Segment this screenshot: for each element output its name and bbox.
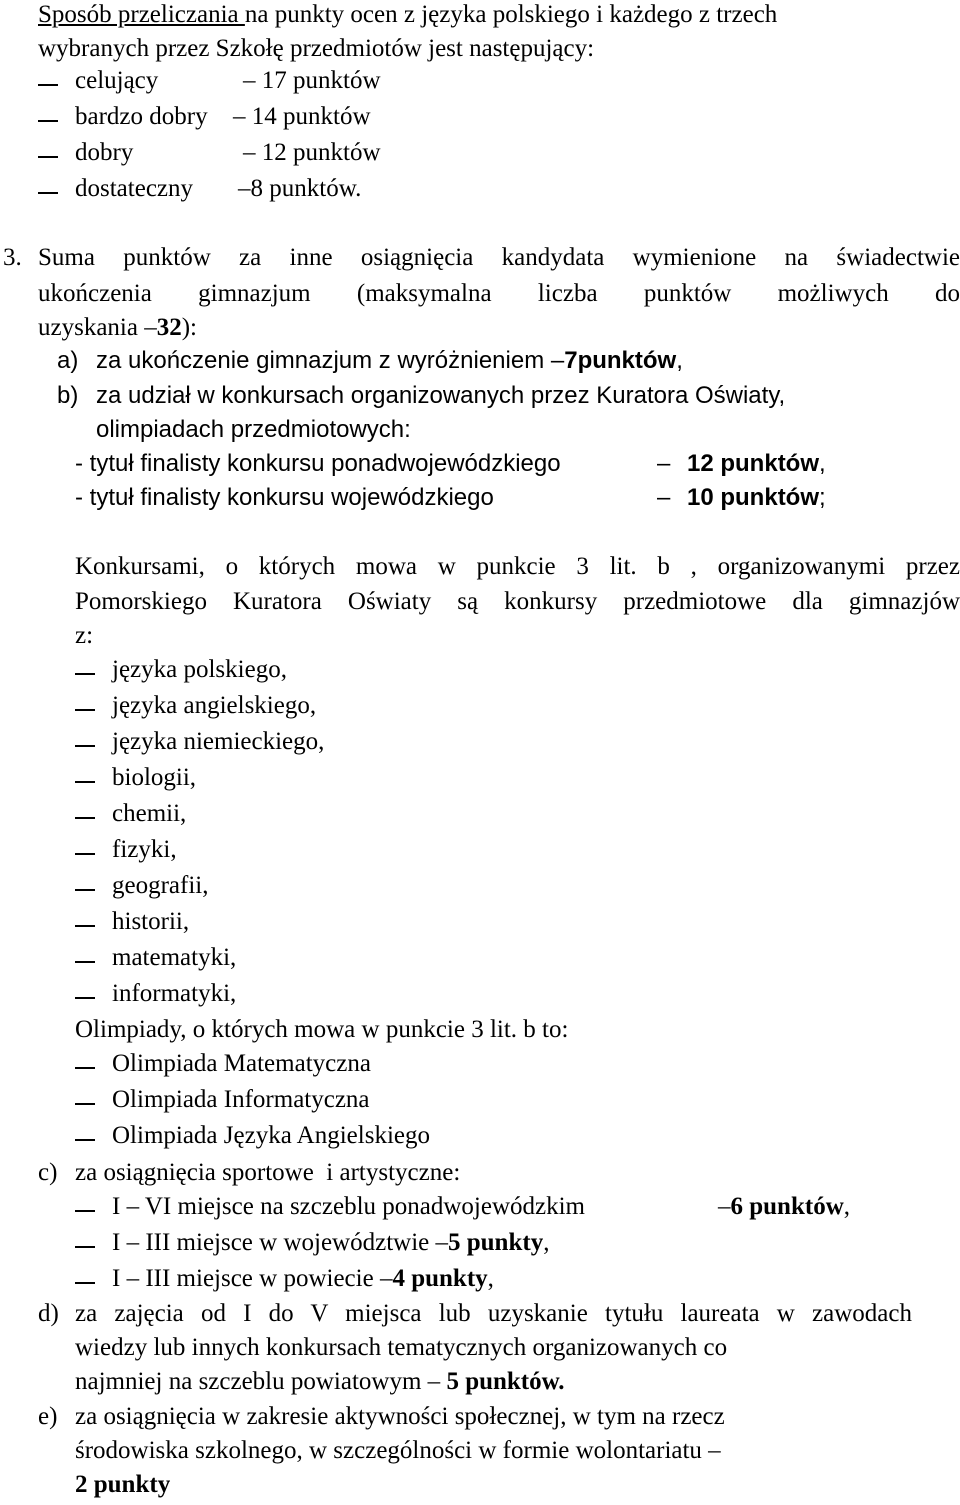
sports-item-desc: I – III miejsce w powiecie – <box>112 1265 393 1292</box>
bullet-dash-icon <box>75 709 95 711</box>
item-b-line-2: olimpiadach przedmiotowych: <box>96 416 411 443</box>
contests-line-2: Pomorskiego Kuratora Oświaty są konkursy przedmiotowe dla gimnazjów <box>75 588 960 615</box>
bullet-dash-icon <box>75 853 95 855</box>
bullet-dash-icon <box>75 1103 95 1105</box>
list-item: języka polskiego, <box>112 656 287 683</box>
intro-line-1 <box>38 0 777 30</box>
finalist-row-1-points <box>687 449 826 479</box>
bullet-dash-icon <box>38 120 58 122</box>
list-item: Olimpiada Informatyczna <box>112 1086 370 1113</box>
sports-item-end: , <box>487 1265 494 1292</box>
finalist-2-end: ; <box>819 484 826 511</box>
bullet-dash-icon <box>38 84 58 86</box>
item-a-points: 7punktów <box>564 347 677 374</box>
contests-line-1: Konkursami, o których mowa w punkcie 3 lit. b , organizowanymi przez <box>75 553 960 580</box>
sports-item-text <box>112 1264 494 1294</box>
item-e-line-1: za osiągnięcia w zakresie aktywności społecznej, w tym na rzecz <box>75 1403 725 1430</box>
intro-underlined-heading: Sposób przeliczania <box>38 1 245 28</box>
max-points: 32 <box>156 314 182 341</box>
finalist-1-end: , <box>819 450 826 477</box>
item-a-text <box>96 346 683 376</box>
grade-name: bardzo dobry <box>75 103 208 130</box>
bullet-dash-icon <box>75 1210 95 1212</box>
grade-name: dobry <box>75 139 134 166</box>
finalist-row-2-dash: – <box>657 484 671 511</box>
item-d-line-2: wiedzy lub innych konkursach tematycznych organizowanych co <box>75 1334 728 1361</box>
bullet-dash-icon <box>75 745 95 747</box>
bullet-dash-icon <box>75 1067 95 1069</box>
bullet-dash-icon <box>75 889 95 891</box>
finalist-row-1-text: - tytuł finalisty konkursu ponadwojewódzkiego <box>75 450 561 477</box>
section-3-line-1: Suma punktów za inne osiągnięcia kandydata wymienione na świadectwie <box>38 244 960 271</box>
list-item: geografii, <box>112 872 209 899</box>
bullet-dash-icon <box>75 817 95 819</box>
item-a-label: a) <box>57 347 79 374</box>
grade-name: celujący <box>75 67 159 94</box>
finalist-1-points: 12 punktów <box>687 450 820 477</box>
bullet-dash-icon <box>75 961 95 963</box>
olympiads-intro: Olimpiady, o których mowa w punkcie 3 lit. b to: <box>75 1016 569 1043</box>
intro-text: na punkty ocen z języka polskiego i każdego z trzech <box>244 1 778 28</box>
intro-line-2: wybranych przez Szkołę przedmiotów jest następujący: <box>38 35 595 62</box>
item-e-line-2: środowiska szkolnego, w szczególności w formie wolontariatu – <box>75 1437 721 1464</box>
grade-points: –8 punktów. <box>238 175 362 202</box>
contests-line-3: z: <box>75 622 94 649</box>
finalist-row-2-points <box>687 483 826 513</box>
grade-name: dostateczny <box>75 175 194 202</box>
grade-points: – 14 punktów <box>233 103 371 130</box>
list-item: Olimpiada Języka Angielskiego <box>112 1122 430 1149</box>
sports-points-value: 4 punkty <box>392 1265 488 1292</box>
item-e-line-3 <box>75 1470 170 1500</box>
section-3-text: uzyskania – <box>38 314 157 341</box>
bullet-dash-icon <box>75 781 95 783</box>
item-e-label: e) <box>38 1403 58 1430</box>
item-d-line-1: za zajęcia od I do V miejsca lub uzyskanie tytułu laureata w zawodach <box>75 1300 912 1327</box>
section-3-number: 3. <box>3 244 22 271</box>
list-item: historii, <box>112 908 190 935</box>
grade-points: – 12 punktów <box>243 139 381 166</box>
item-c-label: c) <box>38 1159 58 1186</box>
bullet-dash-icon <box>75 1139 95 1141</box>
sports-item-points <box>718 1192 850 1222</box>
sports-item-end: , <box>543 1229 550 1256</box>
item-a-end: , <box>676 347 683 374</box>
list-item: informatyki, <box>112 980 237 1007</box>
finalist-2-points: 10 punktów <box>687 484 820 511</box>
list-item: fizyki, <box>112 836 177 863</box>
sports-item-end: , <box>843 1193 850 1220</box>
bullet-dash-icon <box>38 192 58 194</box>
item-c-title: za osiągnięcia sportowe i artystyczne: <box>75 1159 461 1186</box>
item-d-points: 5 punktów. <box>446 1368 565 1395</box>
list-item: języka niemieckiego, <box>112 728 325 755</box>
section-3-text-end: ): <box>181 314 197 341</box>
bullet-dash-icon <box>38 156 58 158</box>
bullet-dash-icon <box>75 673 95 675</box>
bullet-dash-icon <box>75 997 95 999</box>
list-item: Olimpiada Matematyczna <box>112 1050 371 1077</box>
item-d-label: d) <box>38 1300 59 1327</box>
item-b-line-1: za udział w konkursach organizowanych przez Kuratora Oświaty, <box>96 382 786 409</box>
sports-points-value: 6 punktów <box>730 1193 844 1220</box>
grade-points: – 17 punktów <box>243 67 381 94</box>
bullet-dash-icon <box>75 925 95 927</box>
list-item: matematyki, <box>112 944 237 971</box>
finalist-row-2-text: - tytuł finalisty konkursu wojewódzkiego <box>75 484 494 511</box>
item-a-desc: za ukończenie gimnazjum z wyróżnieniem – <box>96 347 565 374</box>
list-item: biologii, <box>112 764 197 791</box>
finalist-row-1-dash: – <box>657 450 671 477</box>
sports-points-value: 5 punkty <box>448 1229 544 1256</box>
sports-item-sep: – <box>718 1193 731 1220</box>
item-e-points: 2 punkty <box>75 1471 171 1498</box>
section-3-line-3 <box>38 313 197 343</box>
sports-item-text <box>112 1228 549 1258</box>
section-3-line-2: ukończenia gimnazjum (maksymalna liczba punktów możliwych do <box>38 280 960 307</box>
list-item: języka angielskiego, <box>112 692 317 719</box>
item-b-label: b) <box>57 382 79 409</box>
sports-item-desc: I – III miejsce w województwie – <box>112 1229 448 1256</box>
list-item: chemii, <box>112 800 187 827</box>
bullet-dash-icon <box>75 1246 95 1248</box>
item-d-desc: najmniej na szczeblu powiatowym – <box>75 1368 447 1395</box>
bullet-dash-icon <box>75 1282 95 1284</box>
item-d-line-3 <box>75 1367 565 1397</box>
sports-item-text: I – VI miejsce na szczeblu ponadwojewódzkim <box>112 1193 585 1220</box>
